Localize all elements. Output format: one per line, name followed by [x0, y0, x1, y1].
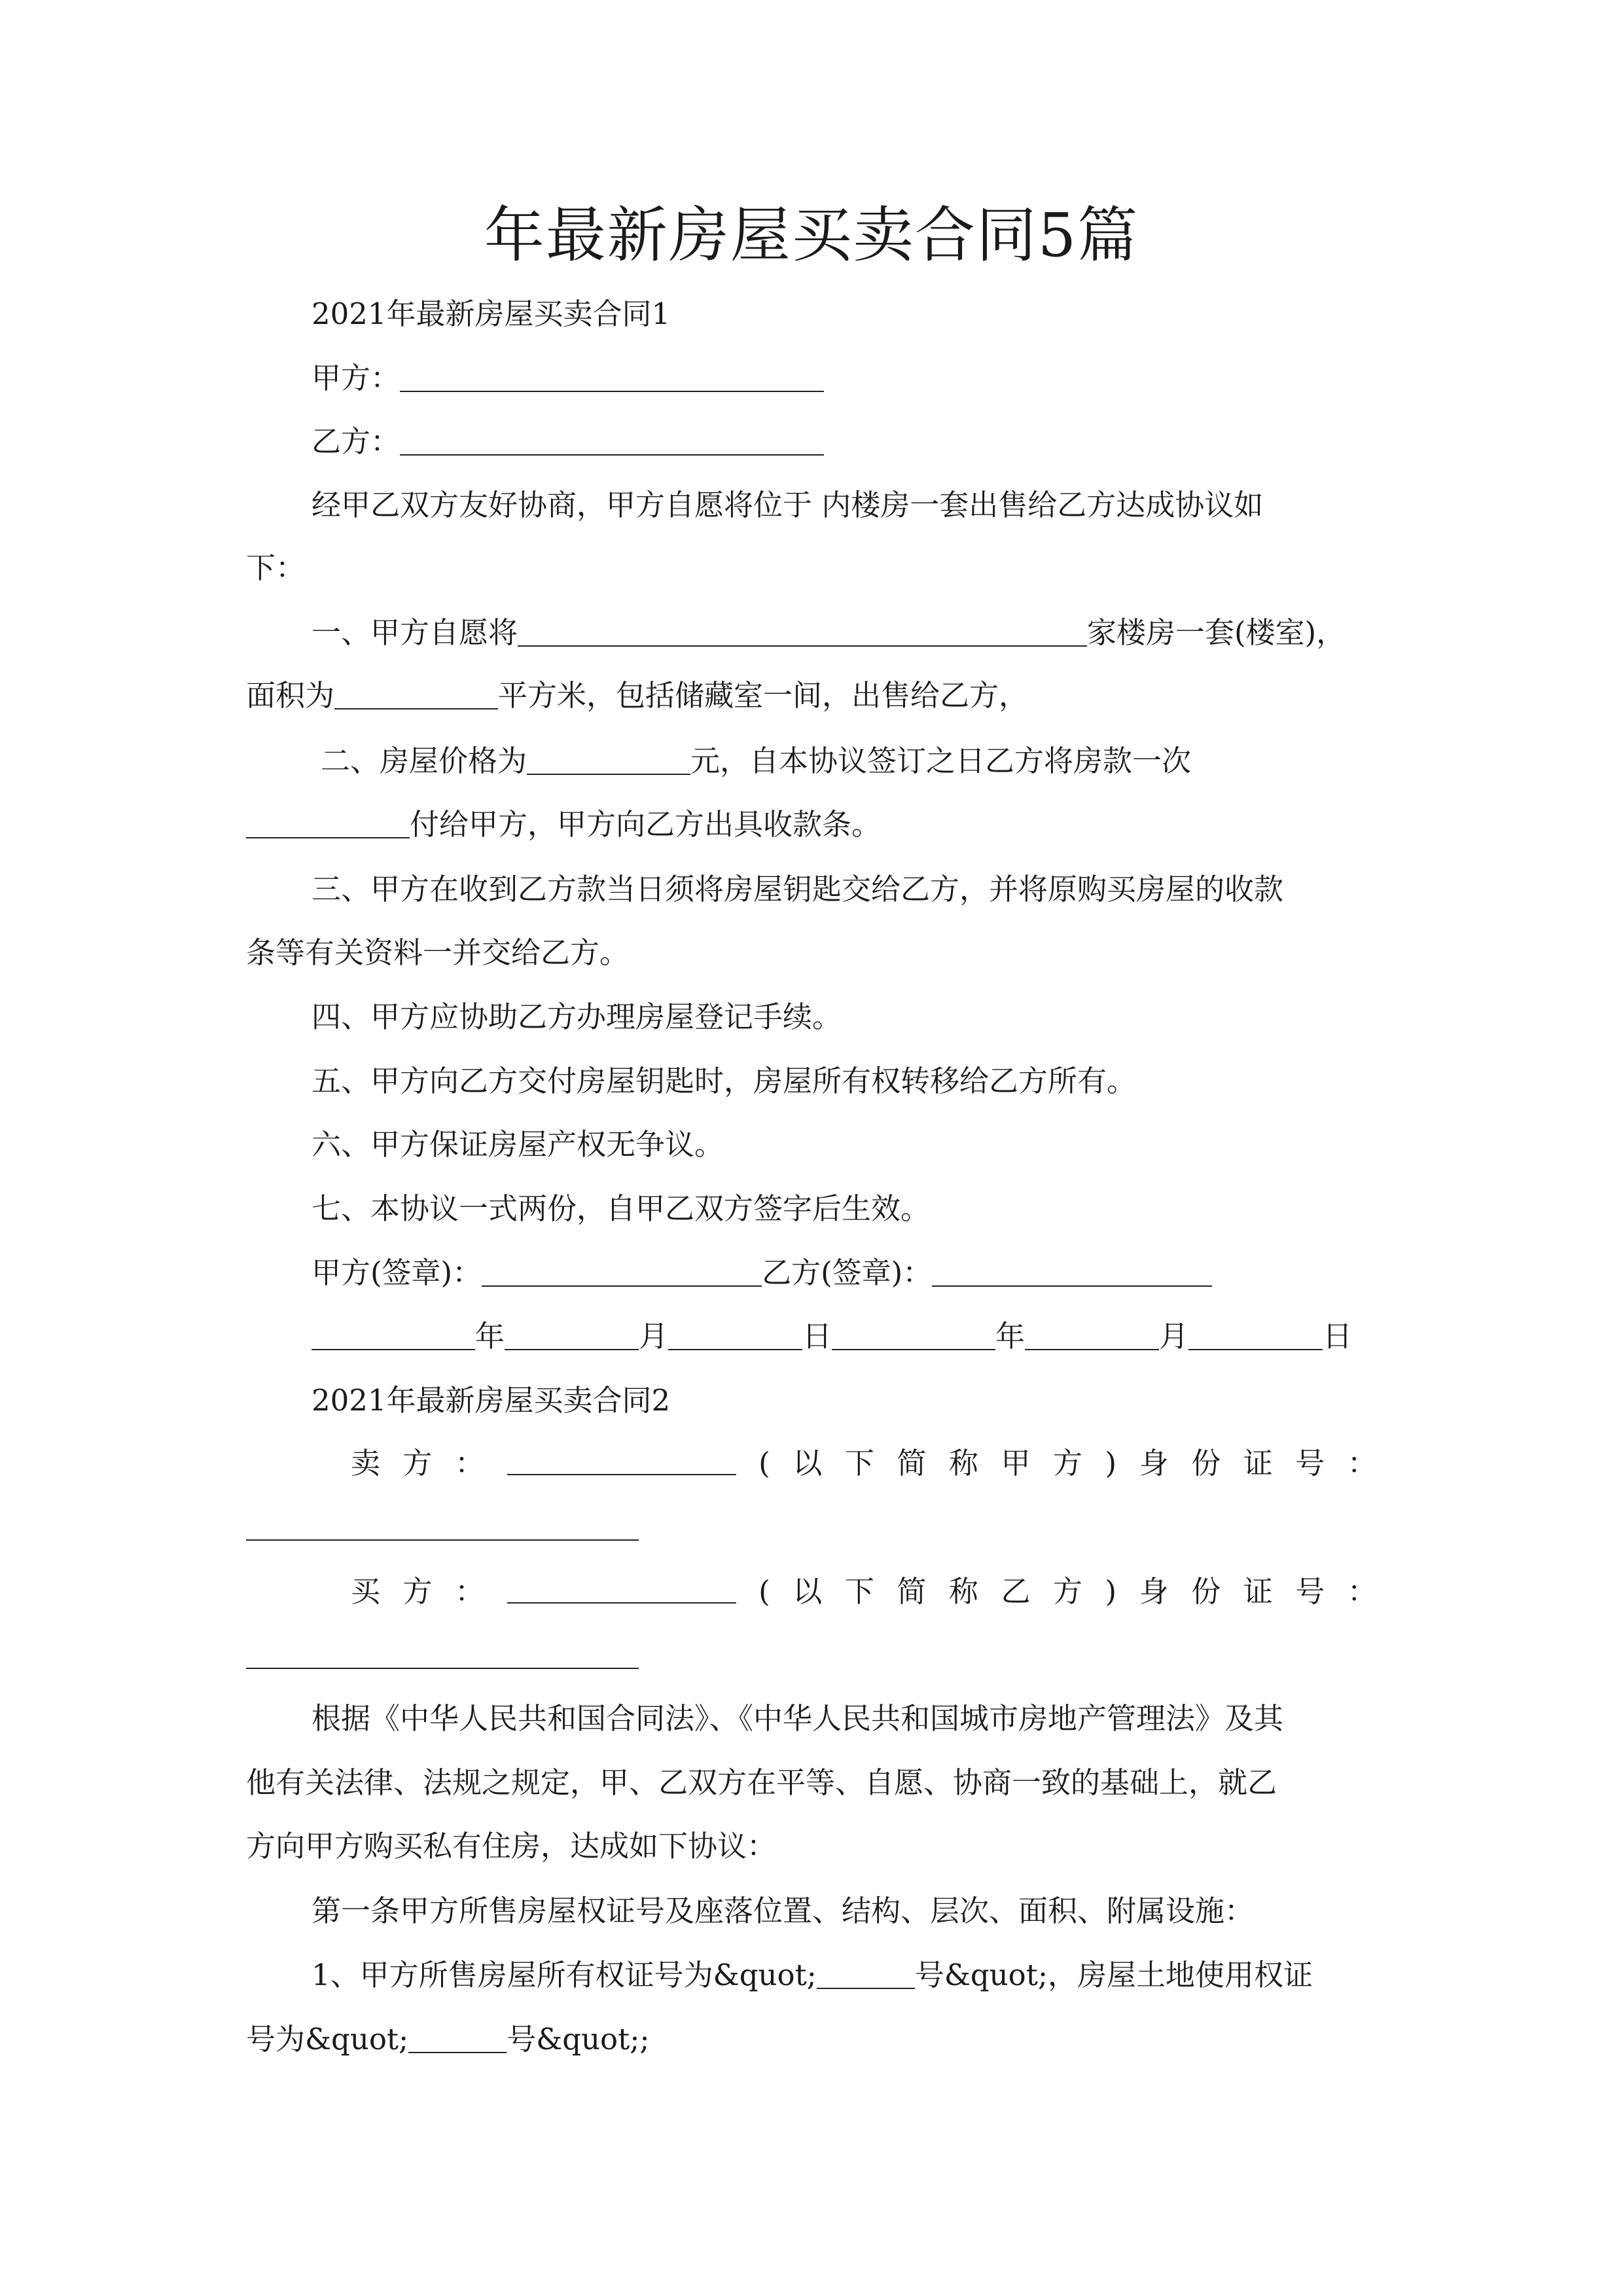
seller-char: 方	[402, 1446, 433, 1480]
article-1-item-1-line-2	[246, 2018, 650, 2060]
basis-line-1: 根据《中华人民共和国合同法》、《中华人民共和国城市房地产管理法》及其	[312, 1701, 1284, 1736]
sign-a-blank	[482, 1254, 762, 1287]
buyer-char: 证	[1243, 1574, 1273, 1609]
date-b-month-blank	[1025, 1318, 1159, 1350]
buyer-char: 买	[351, 1574, 381, 1609]
basis-line-2: 他有关法律、法规之规定，甲、乙双方在平等、自愿、协商一致的基础上，就乙	[246, 1765, 1277, 1800]
seller-char: 卖	[351, 1446, 381, 1480]
area-blank	[334, 677, 498, 709]
ownership-cert-blank	[817, 1956, 915, 1989]
buyer-line	[351, 1571, 1377, 1613]
buyer-char: 简	[897, 1574, 927, 1609]
seller-name-blank	[507, 1443, 736, 1475]
sign-a-label: 甲方(签章)：	[312, 1255, 482, 1290]
seller-char: ：	[1347, 1446, 1377, 1480]
clause-1-line-2	[246, 675, 1028, 717]
contract-1-heading: 2021年最新房屋买卖合同1	[312, 296, 671, 331]
clause-2-text-c: 付给甲方，甲方向乙方出具收款条。	[410, 807, 882, 842]
buyer-char: )	[1105, 1574, 1117, 1609]
buyer-char: 下	[844, 1574, 874, 1609]
contract-2-heading: 2021年最新房屋买卖合同2	[312, 1383, 671, 1418]
seller-char: 方	[1053, 1446, 1083, 1480]
clause-2-text-a: 二、房屋价格为	[321, 744, 527, 778]
date-b-year-blank	[832, 1318, 995, 1350]
clause-3-line-1: 三、甲方在收到乙方款当日须将房屋钥匙交给乙方，并将原购买房屋的收款	[312, 872, 1284, 906]
buyer-char: 称	[948, 1574, 978, 1609]
buyer-char: (	[758, 1574, 770, 1609]
basis-line-3: 方向甲方购买私有住房，达成如下协议：	[246, 1829, 777, 1863]
party-a-line	[312, 357, 824, 399]
date-a-day-label: 日	[802, 1319, 832, 1354]
seller-id-blank	[246, 1539, 639, 1541]
clause-7: 七、本协议一式两份，自甲乙双方签字后生效。	[312, 1191, 931, 1226]
date-a-year-blank	[312, 1318, 475, 1350]
buyer-char: 身	[1139, 1574, 1169, 1609]
buyer-char: 方	[1053, 1574, 1083, 1609]
clause-1-text-a: 一、甲方自愿将	[312, 615, 518, 650]
buyer-char: 以	[793, 1574, 823, 1609]
payment-blank	[246, 806, 410, 838]
clause-5: 五、甲方向乙方交付房屋钥匙时，房屋所有权转移给乙方所有。	[312, 1064, 1137, 1098]
seller-char: (	[758, 1446, 770, 1480]
seller-char: 下	[844, 1446, 874, 1480]
date-a-day-blank	[668, 1318, 802, 1350]
clause-2-line-1	[321, 740, 1191, 782]
seller-char: 号	[1295, 1446, 1325, 1480]
date-a-month-label: 月	[639, 1319, 669, 1354]
date-a-year-label: 年	[475, 1319, 505, 1354]
date-a-month-blank	[505, 1318, 639, 1350]
clause-4: 四、甲方应协助乙方办理房屋登记手续。	[312, 999, 842, 1034]
buyer-char: 号	[1295, 1574, 1325, 1609]
signature-line	[312, 1252, 1212, 1294]
clause-1-text-b: 家楼房一套(楼室)，	[1087, 615, 1346, 650]
buyer-char: ：	[455, 1574, 485, 1609]
article-1-heading: 第一条甲方所售房屋权证号及座落位置、结构、层次、面积、附属设施：	[312, 1893, 1255, 1928]
document-title: 年最新房屋买卖合同5篇	[484, 200, 1139, 270]
buyer-char: 乙	[1001, 1574, 1031, 1609]
certificate-text-d: 号&quot;;	[507, 2022, 650, 2056]
price-blank	[527, 742, 690, 775]
location-blank	[518, 614, 1087, 647]
party-b-label: 乙方：	[312, 424, 401, 459]
buyer-name-blank	[507, 1571, 736, 1604]
clause-2-line-2	[246, 804, 881, 846]
seller-char: 甲	[1001, 1446, 1031, 1480]
date-b-month-label: 月	[1159, 1319, 1189, 1354]
clause-1-text-c: 面积为	[246, 678, 335, 713]
intro-line-1: 经甲乙双方友好协商，甲方自愿将位于 内楼房一套出售给乙方达成协议如	[312, 488, 1264, 522]
sign-b-blank	[932, 1254, 1212, 1287]
clause-3-line-2: 条等有关资料一并交给乙方。	[246, 935, 630, 970]
buyer-char: 份	[1191, 1574, 1221, 1609]
certificate-text-a: 1、甲方所售房屋所有权证号为&quot;	[312, 1958, 817, 1992]
seller-char: 证	[1243, 1446, 1273, 1480]
buyer-id-blank	[246, 1668, 639, 1669]
seller-char: 份	[1191, 1446, 1221, 1480]
clause-6: 六、甲方保证房屋产权无争议。	[312, 1127, 724, 1162]
land-cert-blank	[408, 2020, 507, 2053]
date-b-day-blank	[1188, 1318, 1323, 1350]
date-line	[312, 1316, 1352, 1357]
clause-2-text-b: 元，自本协议签订之日乙方将房款一次	[690, 744, 1192, 778]
clause-1-text-d: 平方米，包括储藏室一间，出售给乙方，	[498, 678, 1029, 713]
seller-char: )	[1105, 1446, 1117, 1480]
party-b-line	[312, 421, 824, 463]
buyer-char: ：	[1347, 1574, 1377, 1609]
certificate-text-c: 号为&quot;	[246, 2022, 409, 2056]
sign-b-label: 乙方(签章)：	[762, 1255, 933, 1290]
seller-char: 简	[897, 1446, 927, 1480]
intro-line-2: 下：	[246, 550, 306, 585]
seller-line	[351, 1443, 1377, 1484]
date-b-year-label: 年	[995, 1319, 1026, 1354]
article-1-item-1-line-1	[312, 1954, 1313, 1996]
seller-char: ：	[455, 1446, 485, 1480]
seller-char: 身	[1139, 1446, 1169, 1480]
certificate-text-b: 号&quot;，房屋土地使用权证	[914, 1958, 1313, 1992]
clause-1-line-1	[312, 612, 1346, 654]
date-b-day-label: 日	[1323, 1319, 1353, 1354]
party-b-blank	[400, 423, 824, 456]
seller-char: 以	[793, 1446, 823, 1480]
party-a-blank	[400, 359, 824, 392]
buyer-char: 方	[402, 1574, 433, 1609]
seller-char: 称	[948, 1446, 978, 1480]
party-a-label: 甲方：	[312, 361, 401, 395]
